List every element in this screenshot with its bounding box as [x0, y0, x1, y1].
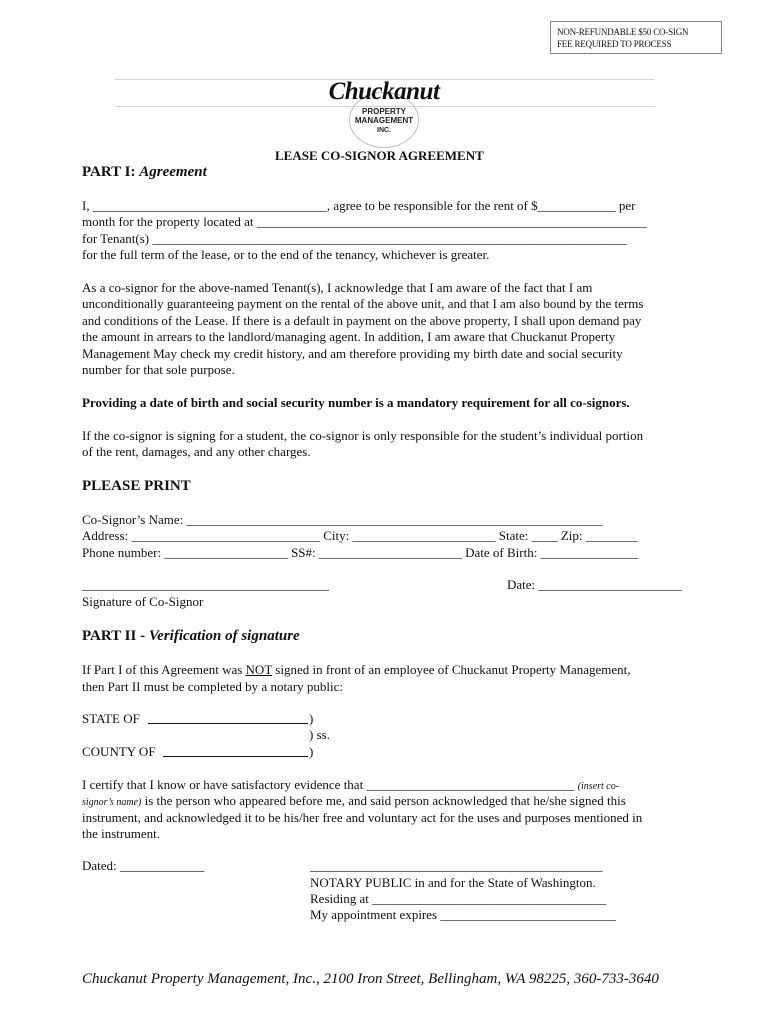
ack-line-4: the amount in arrears to the landlord/managing agent. In addition, I am aware that Chuckanut Property [82, 329, 616, 345]
signature-date-field[interactable]: Date: ______________________ [507, 577, 682, 592]
fee-notice-line-2: FEE REQUIRED TO PROCESS [557, 39, 672, 49]
notary-signature-line[interactable]: _____________________________________________ [310, 858, 603, 873]
agree-line-3: for Tenant(s) _________________________________________________________________________ [82, 230, 627, 246]
state-of-label: STATE OF [82, 711, 140, 726]
certify-line-4: the instrument. [82, 826, 160, 841]
ss-label: ) ss. [309, 727, 330, 742]
document-title: LEASE CO-SIGNOR AGREEMENT [275, 148, 484, 163]
logo-sub-management: MANAGEMENT [354, 116, 414, 125]
ack-line-6: number for that sole purpose. [82, 362, 235, 378]
company-logo [328, 78, 440, 148]
please-print-heading: PLEASE PRINT [82, 478, 191, 494]
dated-field[interactable]: Dated: _____________ [82, 858, 205, 873]
part1-title: Agreement [139, 164, 207, 180]
phone-ssn-dob-field[interactable]: Phone number: ___________________ SS#: ______________________ Date of Birth: _______________ [82, 545, 639, 560]
student-line-2: of the rent, damages, and any other charges. [82, 444, 311, 460]
agree-line-4: for the full term of the lease, or to the end of the tenancy, whichever is greater. [82, 247, 490, 263]
student-line-1: If the co-signor is signing for a student, the co-signor is only responsible for the student’s individual portion [82, 428, 644, 443]
certify-line-2 [82, 793, 626, 811]
fee-notice-line-1: NON-REFUNDABLE $50 CO-SIGN [557, 27, 689, 37]
certify-note-2: signor’s name) [82, 797, 142, 808]
ack-line-5: Management May check my credit history, and am therefore providing my birth date and social security [82, 345, 623, 361]
part2-intro-post: signed in front of an employee of Chuckanut Property Management, [272, 662, 631, 677]
state-of-underline[interactable] [148, 723, 308, 724]
mandatory-notice: Providing a date of birth and social security number is a mandatory requirement for all co-signors. [82, 395, 630, 410]
part2-intro-pre: If Part I of this Agreement was [82, 662, 246, 677]
logo-sub-inc: INC. [377, 127, 391, 134]
appointment-expires-field[interactable]: My appointment expires ___________________________ [310, 907, 616, 922]
agreement-paragraph [82, 198, 682, 264]
part2-intro-line-2: then Part II must be completed by a notary public: [82, 679, 344, 694]
signature-label: Signature of Co-Signor [82, 594, 204, 609]
state-paren: ) [309, 711, 314, 726]
agree-line-1: I, ____________________________________, agree to be responsible for the rent of $____________ per [82, 198, 636, 213]
certify-line-3: instrument, and acknowledged it to be his/her free and voluntary act for the uses and purposes mentioned in [82, 810, 643, 825]
county-of-underline[interactable] [163, 756, 308, 757]
certify-text-1: I certify that I know or have satisfactory evidence that ________________________________ [82, 777, 578, 792]
ack-line-3: and conditions of the Lease. If there is a default in payment on the above property, I shall upon demand pay [82, 312, 642, 328]
logo-sub-property: PROPERTY [361, 107, 406, 116]
part1-heading [82, 164, 207, 181]
part2-intro-line-1 [82, 662, 631, 678]
county-paren: ) [309, 744, 314, 759]
logo-wordmark: Chuckanut [328, 78, 440, 105]
notary-title: NOTARY PUBLIC in and for the State of Washington. [310, 875, 596, 890]
part2-intro-not: NOT [245, 662, 273, 677]
address-field[interactable]: Address: _____________________________ City: ______________________ State: ____ Zip: ________ [82, 528, 638, 543]
certify-text-2: is the person who appeared before me, and said person acknowledged that he/she signed this [141, 793, 626, 808]
agree-line-2: month for the property located at ____________________________________________________________ [82, 214, 647, 230]
residing-at-field[interactable]: Residing at ____________________________________ [310, 891, 607, 906]
ack-line-2: unconditionally guaranteeing payment on the rental of the above unit, and that I am also bound by the terms [82, 296, 644, 312]
ack-line-1: As a co-signor for the above-named Tenant(s), I acknowledge that I am aware of the fact that I am [82, 280, 593, 295]
student-paragraph [82, 428, 682, 461]
part2-label: PART II - [82, 628, 146, 644]
acknowledgement-paragraph [82, 280, 682, 378]
fee-notice-box [550, 21, 722, 54]
part2-title: Verification of signature [148, 628, 300, 644]
part1-label: PART I: [82, 164, 136, 180]
county-of-label: COUNTY OF [82, 744, 156, 759]
certify-note-1: (insert co- [577, 781, 620, 792]
cosignor-name-field[interactable]: Co-Signor’s Name: ________________________________________________________________ [82, 512, 603, 527]
company-footer: Chuckanut Property Management, Inc., 2100 Iron Street, Bellingham, WA 98225, 360-733-3640 [82, 971, 659, 987]
part2-heading [82, 628, 300, 645]
cosignor-signature-line[interactable]: ______________________________________ [82, 577, 329, 592]
